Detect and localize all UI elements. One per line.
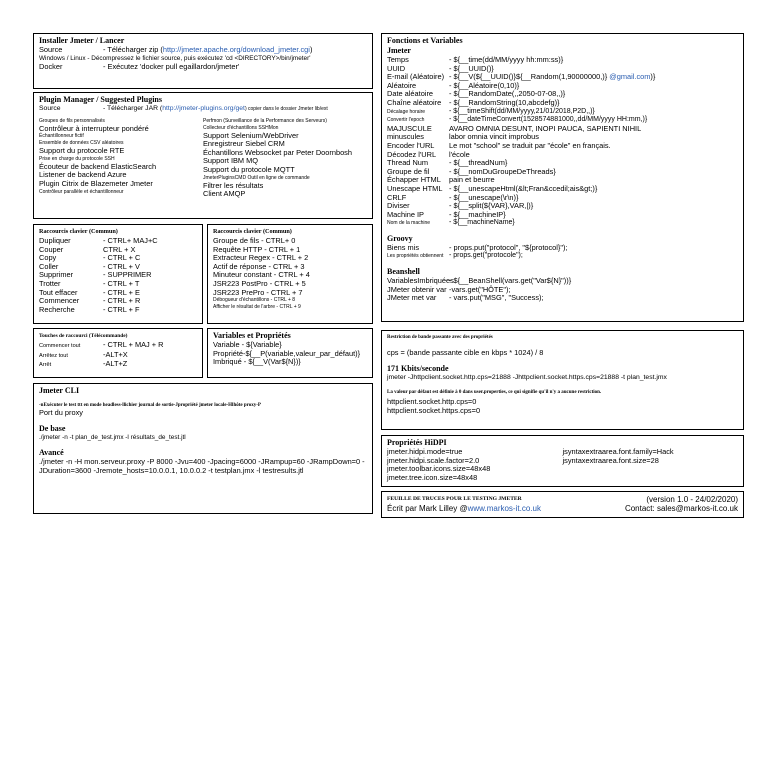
list-item: [387, 73, 738, 82]
footer-site-link[interactable]: www.markos-it.co.uk: [467, 504, 541, 513]
list-item: [39, 360, 197, 370]
item-key: Commencer tout: [39, 343, 81, 349]
variables-section: Variables et Propriétés Variable - ${Variable} Propriété-${__P(variable,valeur_par_défaut)} Imbriqué - ${__V(Var${N})}: [207, 328, 373, 378]
item-key: Diviser: [387, 201, 410, 211]
footer-contact: Contact: sales@markos-it.co.uk: [624, 504, 738, 513]
item-value: - ${__BeanShell(vars.get("Var${N}"))}: [449, 276, 572, 286]
item-value: - ${__machineName}: [449, 219, 515, 227]
list-item: Support Selenium/WebDriver: [203, 130, 299, 140]
item-value: - ${__RandomString(10,abcdefg)}: [449, 97, 560, 107]
item-key: Thread Num: [387, 158, 429, 168]
item-key: Échapper HTML: [387, 175, 441, 185]
item-value: - CTRL + T: [103, 278, 140, 288]
footer-author: Écrit par Mark Lilley @: [387, 504, 468, 513]
item-value: - ${__RandomDate(,,2050-07-08,,)}: [449, 89, 566, 99]
cli-advanced-command: ./jmeter -n -H mon.serveur.proxy -P 8000 -Jvu=400 -Jpacing=6000 -JRampup=60 -JRampDown=0 -JDuration=3600 -Jremote_hosts=10.0.0.1, 10.0.0.2 -t testplan.jmx -l testresults.jtl: [39, 457, 365, 475]
list-item: Support du protocole RTE: [39, 146, 125, 156]
windows-key: Windows / Linux: [39, 54, 86, 62]
item-value: - props.get("protocole");: [449, 252, 523, 260]
item-key: Couper: [39, 244, 64, 254]
list-item: [387, 159, 738, 168]
download-link[interactable]: http://jmeter.apache.org/download_jmeter.cgi: [162, 45, 310, 54]
item-key: Date aléatoire: [387, 89, 434, 99]
hidpi-property: jsyntaxextraarea.font.family=Hack: [562, 447, 674, 456]
item-value: pain et beurre: [449, 175, 495, 185]
item-key: Aléatoire: [387, 80, 417, 90]
shortcuts-title: Raccourcis clavier (Commun): [39, 228, 118, 235]
list-item: [387, 252, 738, 261]
item-key: Recherche: [39, 304, 75, 314]
item-key: Temps: [387, 55, 409, 64]
list-item: [387, 202, 738, 211]
item-key: Encoder l'URL: [387, 140, 435, 150]
install-title: Installer Jmeter / Lancer: [39, 36, 125, 45]
hidpi-property: jmeter.tree.icon.size=48x48: [387, 472, 478, 482]
item-key: Convertir l'epoch: [387, 117, 425, 124]
item-key: Commencer: [39, 296, 80, 306]
cli-title: Jmeter CLI: [39, 386, 80, 395]
hidpi-property: jmeter.hidpi.scale.factor=2.0: [387, 455, 480, 465]
variables-title: Variables et Propriétés: [213, 331, 291, 340]
list-item: Client AMQP: [203, 189, 246, 199]
list-item: Écouteur de backend ElasticSearch: [39, 161, 157, 171]
item-value: - ${__unescape(\r\n)}: [449, 192, 519, 202]
item-key: Biens mis: [387, 242, 420, 252]
list-item: Minuteur constant - CTRL + 4: [213, 270, 310, 280]
item-key: Nom de la machine: [387, 220, 431, 227]
shortcuts-section: [33, 224, 203, 324]
item-value: - ${__V(${__UUID()}${__Random(1,90000000,)}: [449, 72, 608, 82]
list-item: JSR223 PostPro - CTRL + 5: [213, 278, 306, 288]
item-key: Copy: [39, 253, 57, 263]
item-key: CRLF: [387, 192, 407, 202]
cli-base-command: ./jmeter -n -t plan_de_test.jmx -l résultats_de_test.jtl: [39, 433, 186, 441]
item-key: UUID: [387, 63, 406, 73]
hidpi-property: jmeter.hidpi.mode=true: [387, 447, 463, 456]
list-item: [387, 108, 738, 117]
item-key: Groupe de fil: [387, 166, 430, 176]
item-key: Coller: [39, 261, 59, 271]
list-item: [387, 142, 738, 151]
item-key: Arrêt: [39, 362, 52, 369]
item-key: Dupliquer: [39, 236, 71, 245]
item-value: labor omnia vincit improbus: [449, 132, 539, 142]
docker-key: Docker: [39, 62, 63, 72]
hidpi-property: jmeter.toolbar.icons.size=48x48: [387, 464, 491, 474]
item-value: - ${__threadNum}: [449, 158, 508, 168]
item-value: Le mot "school" se traduit par "école" en français.: [449, 140, 611, 150]
list-item: Filtrer les résultats: [203, 180, 264, 190]
list-item: Perfmon (Surveillance de la Performance des Serveurs): [203, 117, 327, 124]
item-value: - vars.put("MSG", "Success);: [449, 293, 544, 303]
list-item: [387, 211, 738, 220]
item-value: - ${__split(${VAR},VAR,|)}: [449, 201, 534, 211]
item-value: - ${__machineIP}: [449, 209, 506, 219]
source-key: Source: [39, 45, 63, 54]
cli-section: Jmeter CLI -nExécuter le test ttt en mode headless-llichier journal de sortie-Jpropriété jmeter locale-Hlhôte proxy-P Port du proxy De base ./jmeter -n -t plan_de_test.jmx -l résultats_de_test.jtl Avancé ./jmeter -n -H mon.serveur.proxy -P 8000 -Jvu=400 -Jpacing=6000 -JRampup=60 -JRampDown=0 -JDuration=3600 -Jremote_hosts=10.0.0.1, 10.0.0.2 -t testplan.jmx -l testresults.jtl: [33, 383, 373, 514]
item-value: l'école: [449, 149, 470, 159]
plugin-section: Plugin Manager / Suggested Plugins Source - Télécharger JAR (http://jmeter-plugins.org/get) copier dans le dossier Jmeter lib/ext Groupes de fils personnalisés Contrôleur à interrupteur pondéré Échantillonneur fictif Ensemble de données CSV aléatoires Support du protocole RTE Prise en charge du protocole SSH Écouteur de backend ElasticSearch Listener de backend Azure Plugin Citrix de Blazemeter Jmeter Contrôleur parallèle et échantillonneur Perfmon (Surveillance de la Performance des Serveurs) Collecteur d'échantillons SSHMon Support Selenium/WebDriver Enregistreur Siebel CRM Échantillons Websocket par Peter Doornbosh Support IBM MQ Support du protocole MQTT JmeterPluginsCMD Outil en ligne de commande Filtrer les résultats Client AMQP: [33, 92, 373, 219]
list-item: JSR223 PrePro - CTRL + 7: [213, 287, 303, 297]
list-item: [387, 194, 738, 203]
list-item: Listener de backend Azure: [39, 170, 127, 180]
item-value: - ${__timeShift(dd/MM/yyyy,21/01/2018,P2D,,)}: [449, 107, 595, 115]
bandwidth-title: Restriction de bande passante avec des propriétés: [387, 335, 493, 340]
item-value: - ${__UUID()}: [449, 63, 494, 73]
plugin-list-right: [203, 118, 367, 199]
list-item: [387, 294, 738, 303]
item-key: Les propriétés obtiennent: [387, 253, 444, 260]
list-item: Afficher le résultat de l'arbre - CTRL + 9: [213, 304, 301, 311]
item-key: Supprimer: [39, 270, 74, 280]
list-item: [387, 125, 738, 134]
item-value: CTRL + X: [103, 244, 136, 254]
list-item: Prise en charge du protocole SSH: [39, 155, 115, 162]
item-key: VariablesImbriquées: [387, 276, 454, 286]
item-value: -ALT+Z: [103, 359, 128, 369]
item-value-end: )}: [650, 72, 656, 82]
footer-title: FEUILLE DE TRUCES POUR LE TESTING JMETER: [387, 496, 522, 502]
remote-title: Touches de raccourci (Télécommande): [39, 333, 128, 339]
list-item: Support IBM MQ: [203, 156, 259, 166]
item-value: AVARO OMNIA DESUNT, INOPI PAUCA, SAPIENTI NIHIL: [449, 123, 642, 133]
item-value: - ${__Aléatoire(0,10)}: [449, 80, 520, 90]
list-item: Groupes de fils personnalisés: [39, 117, 105, 124]
list-item: [387, 286, 738, 295]
functions-section: Fonctions et Variables Jmeter Temps - ${__time(dd/MM/yyyy hh:mm:ss)} UUID - ${__UUID()} E-mail (Aléatoire) - ${__V(${__UUID()}${__Random(1,90000000,)} @gmail.com)} Aléatoire - ${__Aléatoire(0,10)} Date aléatoire - ${__RandomDate(,,2050-07-08,,)} Chaîne aléatoire - ${__RandomString(10,abcdefg)} Décalage horaire - ${__timeShift(dd/MM/yyyy,21/01/2018,P2D,,)} Convertir l'epoch - ${__dateTimeConvert(1528574881000,,dd/MM/yyyy HH:mm,)} MAJUSCULE AVARO OMNIA DESUNT, INOPI PAUCA, SAPIENTI NIHIL minuscules labor omnia vincit improbus Encoder l'URL Le mot "school" se traduit par "école" en français. Décodez l'URL l'école Thread Num - ${__threadNum} Groupe de fil - ${__nomDuGroupeDeThreads} Échapper HTML pain et beurre Unescape HTML - ${__unescapeHtml(&lt;Fran&ccedil;ais&gt;)} CRLF - ${__unescape(\r\n)} Diviser - ${__split(${VAR},VAR,|)} Machine IP - ${__machineIP} Nom de la machine - ${__machineName} Groovy Biens mis - props.put("protocol", "${protocol}"); Les propriétés obtiennent - props.get("protocole"); Beanshell VariablesImbriquées- ${__BeanShell(vars.get("Var${N}"))} JMeter obtenir var -vars.get("HÔTE"); JMeter met var - vars.put("MSG", "Success);: [381, 33, 744, 322]
list-item: JmeterPluginsCMD Outil en ligne de commande: [203, 174, 310, 181]
shortcuts2-section: [207, 224, 373, 324]
item-value: - ${__time(dd/MM/yyyy hh:mm:ss)}: [449, 55, 564, 64]
list-item: Échantillonneur fictif: [39, 133, 84, 140]
item-key: Chaîne aléatoire: [387, 97, 442, 107]
list-item: Collecteur d'échantillons SSHMon: [203, 124, 279, 131]
list-item: Échantillons Websocket par Peter Doornbosh: [203, 147, 352, 157]
item-value: - CTRL + R: [103, 296, 141, 306]
item-value-link: @gmail.com: [607, 72, 651, 82]
list-item: Groupe de fils - CTRL+ 0: [213, 236, 296, 245]
list-item: [387, 219, 738, 228]
item-value: - CTRL+ MAJ+C: [103, 236, 158, 245]
list-item: Contrôleur à interrupteur pondéré: [39, 123, 149, 133]
item-key: JMeter met var: [387, 293, 437, 303]
item-value: - ${__nomDuGroupeDeThreads}: [449, 166, 556, 176]
list-item: Contrôleur parallèle et échantillonneur: [39, 188, 124, 195]
item-value: - ${__dateTimeConvert(1528574881000,,dd/MM/yyyy HH:mm,)}: [449, 116, 648, 124]
list-item: [387, 185, 738, 194]
hidpi-title: Propriétés HiDPI: [387, 438, 447, 447]
install-section: Installer Jmeter / Lancer Source - Télécharger zip (http://jmeter.apache.org/download_jmeter.cgi) Windows / Linux - Décompressez le fichier source, puis exécutez 'cd <DIRECTORY>/bin/jmeter' Docker - Exécutez 'docker pull egaillardon/jmeter': [33, 33, 373, 89]
item-key: Machine IP: [387, 209, 424, 219]
list-item: Ensemble de données CSV aléatoires: [39, 140, 124, 147]
list-item: Plugin Citrix de Blazemeter Jmeter: [39, 178, 153, 188]
list-item: [387, 244, 738, 253]
list-item: Actif de réponse - CTRL + 3: [213, 261, 305, 271]
item-value: - CTRL + C: [103, 253, 141, 263]
bandwidth-section: Restriction de bande passante avec des propriétés cps = (bande passante cible en kbps * 1024) / 8 171 Kbits/seconde jmeter -Jhttpclient.socket.http.cps=21888 -Jhttpclient.socket.https.cps=21888 -t plan_test.jmx La valeur par défaut est définie à 0 dans user.properties, ce qui signifie qu'il n'y a aucune restriction. httpclient.socket.http.cps=0 httpclient.socket.https.cps=0: [381, 330, 744, 430]
hidpi-section: [381, 435, 744, 487]
item-key: E-mail (Aléatoire): [387, 72, 445, 82]
list-item: Requête HTTP - CTRL + 1: [213, 244, 301, 254]
plugin-list-left: [39, 118, 203, 199]
plugins-link[interactable]: http://jmeter-plugins.org/get: [162, 105, 245, 112]
remote-section: [33, 328, 203, 378]
plugin-list: [39, 118, 367, 199]
item-value: -vars.get("HÔTE");: [449, 284, 511, 294]
item-key: MAJUSCULE: [387, 123, 432, 133]
list-item: [387, 151, 738, 160]
item-key: Décalage horaire: [387, 108, 426, 115]
plugin-title: Plugin Manager / Suggested Plugins: [39, 95, 162, 104]
item-key: minuscules: [387, 132, 424, 142]
list-item: Enregistreur Siebel CRM: [203, 139, 285, 149]
list-item: [387, 56, 738, 65]
item-value: - CTRL + F: [103, 304, 140, 314]
item-value: - SUPPRIMER: [103, 270, 152, 280]
shortcuts2-title: Raccourcis clavier (Commun): [213, 228, 292, 235]
item-value: - CTRL + MAJ + R: [103, 340, 164, 349]
item-value: - props.put("protocol", "${protocol}");: [449, 242, 568, 252]
item-key: Tout effacer: [39, 287, 78, 297]
functions-title: Fonctions et Variables: [387, 36, 463, 45]
item-key: Décodez l'URL: [387, 149, 437, 159]
item-key: Trotter: [39, 278, 61, 288]
list-item: Débogueur d'échantillons - CTRL + 8: [213, 297, 296, 304]
list-item: Extracteur Regex - CTRL + 2: [213, 253, 309, 263]
footer-section: [381, 491, 744, 518]
item-key: JMeter obtenir var: [387, 284, 447, 294]
item-value: - ${__unescapeHtml(&lt;Fran&ccedil;ais&gt;)}: [449, 183, 598, 193]
item-value: - CTRL + E: [103, 287, 140, 297]
item-key: Unescape HTML: [387, 183, 443, 193]
item-value: - CTRL + V: [103, 261, 140, 271]
list-item: [387, 99, 738, 108]
list-item: Support du protocole MQTT: [203, 164, 295, 174]
item-key: Arrêtez tout: [39, 352, 68, 359]
hidpi-property: jsyntaxextraarea.font.size=28: [562, 455, 659, 465]
item-value: -ALT+X: [103, 349, 128, 359]
list-item: [39, 306, 197, 315]
footer-version: (version 1.0 - 24/02/2020): [646, 494, 738, 504]
